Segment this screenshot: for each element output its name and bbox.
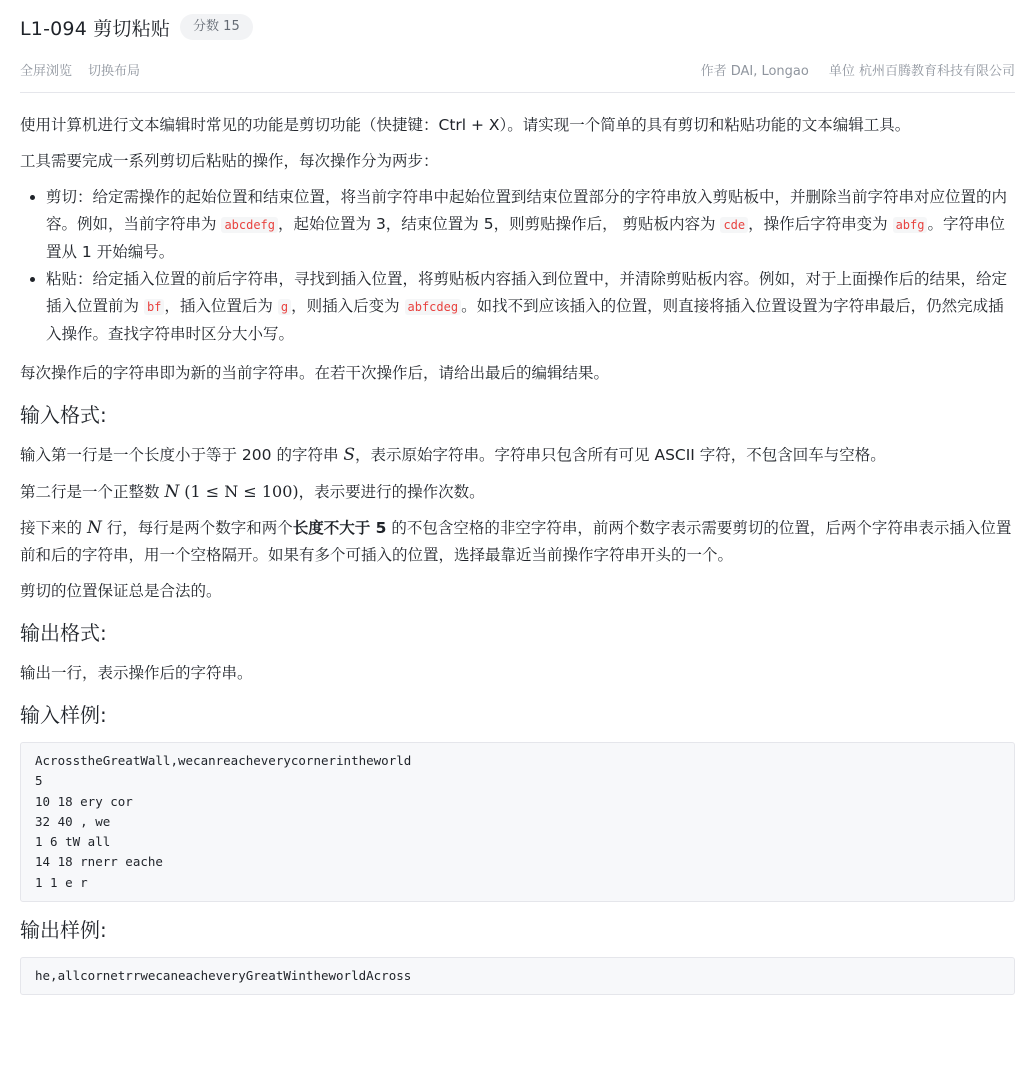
unit-info: 单位 杭州百腾教育科技有限公司 xyxy=(828,64,1015,79)
paste-text-2: ，插入位置后为 xyxy=(164,297,278,315)
input-line-4: 剪切的位置保证总是合法的。 xyxy=(20,582,222,600)
problem-title: L1-094 剪切粘贴 xyxy=(20,17,171,40)
author-info: 作者 DAI, Longao xyxy=(700,64,809,79)
intro-paragraph: 使用计算机进行文本编辑时常见的功能是剪切功能（快捷键：Ctrl + X）。请实现一个简单的具有剪切和粘贴功能的文本编辑工具。 xyxy=(20,116,911,134)
input-format-heading: 输入格式: xyxy=(20,403,107,427)
operation-list xyxy=(20,184,1015,348)
paste-text-4: 。如找不到应该插入的位置，则直接将插入位置设置为字符串最后，仍然完成插入操作。查找字符串时区分大小写。 xyxy=(46,297,1004,343)
n-range-formula: (1 ≤ N ≤ 100) xyxy=(184,482,299,501)
var-s: S xyxy=(343,445,356,465)
input-line-2-text-a: 第二行是一个正整数 xyxy=(20,483,165,501)
sample-output-heading: 输出样例: xyxy=(20,918,107,943)
switch-layout-button[interactable]: 切换布局 xyxy=(88,64,141,79)
view-actions xyxy=(20,60,140,79)
input-line-3-text-b: 行，每行是两个数字和两个 xyxy=(101,519,293,537)
output-format-heading: 输出格式: xyxy=(20,621,107,645)
fullscreen-button[interactable]: 全屏浏览 xyxy=(20,64,73,79)
paste-text-1: 粘贴：给定插入位置的前后字符串，寻找到插入位置，将剪贴板内容插入到位置中，并清除剪贴板内容。例如，对于上面操作后的结果，给定插入位置前为 xyxy=(46,270,1008,315)
header-divider xyxy=(20,92,1015,93)
input-line-2-text-b: ，表示要进行的操作次数。 xyxy=(298,483,485,501)
problem-meta xyxy=(701,60,1015,79)
cut-text-4: 。字符串位置从 1 开始编号。 xyxy=(46,215,1005,261)
paste-operation-item xyxy=(46,266,1015,348)
input-line-3 xyxy=(20,515,1015,569)
input-line-2 xyxy=(20,478,1015,506)
sample-input-block[interactable]: AcrosstheGreatWall,wecanreacheverycornerintheworld 5 10 18 ery cor 32 40 , we 1 6 tW all 14 18 rnerr eache 1 1 e r xyxy=(20,742,1015,902)
cut-result-example: abfg xyxy=(893,217,928,233)
cut-clipboard-example: cde xyxy=(720,217,748,233)
score-badge: 分数 15 xyxy=(180,14,253,40)
sample-output-block[interactable]: he,allcornetrrwecaneacheveryGreatWintheworldAcross xyxy=(20,957,1015,995)
cut-operation-item xyxy=(46,184,1015,266)
problem-content xyxy=(20,112,1015,1009)
paste-before-example: bf xyxy=(144,299,164,315)
input-line-3-text-c: 的不包含空格的非空字符串，前两个数字表示需要剪切的位置，后两个字符串表示插入位置前和后的字符串，用一个空格隔开。如果有多个可插入的位置，选择最靠近当前操作字符串开头的一个。 xyxy=(20,519,1012,564)
var-n: N xyxy=(164,482,180,502)
length-limit-bold: 长度不大于 5 xyxy=(292,519,387,537)
cut-example-string: abcdefg xyxy=(221,217,278,233)
summary-paragraph: 每次操作后的字符串即为新的当前字符串。在若干次操作后，请给出最后的编辑结果。 xyxy=(20,364,610,382)
input-line-1 xyxy=(20,442,1015,469)
meta-row xyxy=(20,60,1015,78)
paste-result-example: abfcdeg xyxy=(405,299,462,315)
cut-text-1: 剪切：给定需操作的起始位置和结束位置，将当前字符串中起始位置到结束位置部分的字符串放入剪贴板中，并删除当前字符串对应位置的内容。例如，当前字符串为 xyxy=(46,188,1008,233)
paste-after-example: g xyxy=(278,299,291,315)
input-line-3-text-a: 接下来的 xyxy=(20,519,87,537)
input-line-1-text-b: ，表示原始字符串。字符串只包含所有可见 ASCII 字符，不包含回车与空格。 xyxy=(355,446,886,464)
title-row xyxy=(20,12,253,42)
input-line-1-text-a: 输入第一行是一个长度小于等于 200 的字符串 xyxy=(20,446,344,464)
paste-text-3: ，则插入后变为 xyxy=(291,297,405,315)
steps-paragraph: 工具需要完成一系列剪切后粘贴的操作，每次操作分为两步： xyxy=(20,152,439,170)
output-description: 输出一行，表示操作后的字符串。 xyxy=(20,664,253,682)
var-n-2: N xyxy=(86,518,102,538)
cut-text-3: ，操作后字符串变为 xyxy=(748,215,893,233)
sample-input-heading: 输入样例: xyxy=(20,703,107,727)
cut-text-2: ，起始位置为 3，结束位置为 5，则剪贴操作后， 剪贴板内容为 xyxy=(278,215,721,233)
